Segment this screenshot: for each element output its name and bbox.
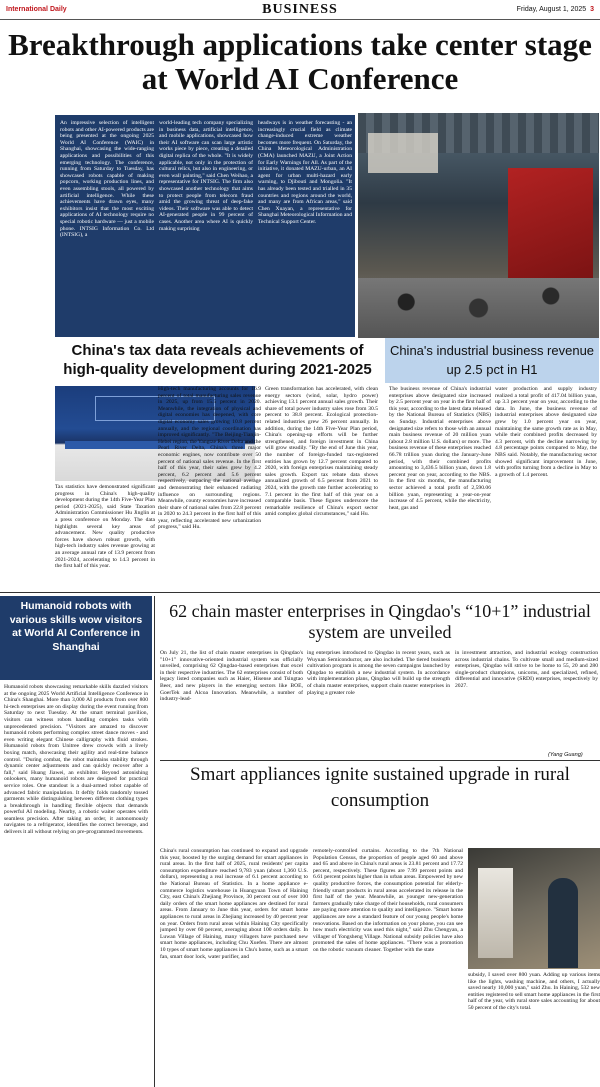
robot-body: Humanoid robots showcasing remarkable skills dazzled visitors at the ongoing 2025 World Artificial Intelligence Conference in China's Shanghai. More than 3,000 AI products from over 800 hi-tech enterprises are on display during the event running from Saturday to next Tuesday. At the smart terminal pavilion, visitors can witness robots handling complex tasks with unprecedented precision. "Visitors are amazed to discover humanoid robots performing complex street dance moves - and even writing elegant Chinese calligraphy with fluid strokes. Humanoid robots from Unitree drew crowds with a lively boxing match, showcasing their agility and real-time balance control. "During combat, the robot maintains stability through dynamic center adjustments and can quickly recover after a fall," said Huang Jiawei, an exhibitor. Beyond astonishing onlookers, many humanoid robots are designed for practical service roles. One standout is a dual-armed robot capable of advanced fabric manipulation. It deftly folds randomly tossed garments while distinguishing between different clothing types a breakthrough in handling flexible objects that demands powerful AI modeling. Nearby, a robotic waiter operates with seamless precision. After taking an order, it autonomously navigates to a refrigerator, identifies the correct beverage, and delivers it all without relying on pre-programmed movements. — [4, 684, 148, 836]
smart-col-2: remotely-controlled curtains. According to the 7th National Population Census, the proportion of people aged 60 and above and 65 and above in China's rural areas is 23.81 percent and 17.72 percent, respectively. These figures are 7.99 percent points and 6.61 percent points higher than in urban areas. Empowered by new quality productive forces, the consumption potential for elderly-friendly smart products in rural areas accelerated its release in the first half of the year. Meanwhile, as younger new-generation farmers gradually take charge of their households, rural consumers are paying more attention to quality and intelligence. "Smart home appliances are now a standard feature of our young people's home renovations. Based on the information on your phone, you can see how much electricity was used this night," said Zhu Chengyan, a villager of Yongsheng Village. National subsidy policies have also promoted the sales of home appliances. "There was a promotion on the robotic vacuum cleaner. Together with the state — [313, 848, 463, 953]
qingdao-col-1: On July 21, the list of chain master enterprises in Qingdao's "10+1" innovative-oriented industrial system was officially unveiled, comprising 62 Qingdao-based enterprises that excel in their respective industries. The 62 enterprises consist of both legacy listed companies such as Haier, Hisense and Tsingtao Beer, and new players in the emerging sectors like BOE, GoerTek and Alcoa Innovation. Meanwhile, a number of industry-lead- — [160, 650, 303, 703]
lead-story-body — [55, 115, 355, 337]
qingdao-headline[interactable]: 62 chain master enterprises in Qingdao's “10+1” industrial system are unveiled — [169, 601, 591, 642]
smart-appliance-photo — [468, 848, 600, 969]
tax-headline[interactable]: China's tax data reveals achievements of high-quality development during 2021-2025 — [63, 342, 372, 378]
lead-col-2: world-leading tech company specializing in business data, artificial intelligence, and mobile applications, showcased how their AI software can scan large artistic works piece by piece, creating a detailed digital replica of the whole. "It is widely applicable, not only in the protection of cultural relics, but also in engineering, or even wall painting," said Chen Weihao, a representative for INTSIG. The firm also showcased another technology that aims to protect people from telecom fraud amid the growing threat of deep-fake videos. Their software was able to detect AI-generated people in 99 percent of cases. Another area where AI is quickly making surprising — [159, 120, 253, 232]
section-title: BUSINESS — [0, 2, 600, 18]
story-divider — [160, 760, 600, 761]
business-headline[interactable]: China's industrial business revenue up 2.5 pct in H1 — [389, 343, 595, 377]
tax-col-3: Green transformation has accelerated, with clean energy sectors (wind, solar, hydro power) achieving 13.1 percent annual sales growth. Their share of total power industry sales rose from 30.5 percent to 38.8 percent. Ecological protection-related industries grew 26 percent annually. In addition, during the 14th Five-Year Plan period, China's opening-up efforts will be further strengthened, and foreign investment in China will grow steadily. "By the end of June this year, the number of foreign-funded tax-registered entities has grown by 12.7 percent compared to 2020, with foreign enterprises maintaining steady sales growth. Export tax rebate data shows annualized growth of 6.5 percent from 2021 to 2024, with the growth rate further accelerating to 7.1 percent in the first half of this year on a comparable basis. These figures underscore the remarkable resilience of China's export sector amid complex global circumstances," said Hu. — [265, 386, 378, 518]
tax-col-2: High-tech manufacturing accounts for 16.9 percent of total manufacturing sales revenue in 2025, up from 15.5 percent in 2020. Meanwhile, the integration of physical and digital economies has deepened, with core digital economy sales growing 10.8 percent annually, and the regional coordination has improved significantly. "The Beijing-Tianjin-Hebei region, the Yangtze River Delta and the Pearl River Delta, China's three major economic engines, now contribute over 50 percent of national sales revenue. In the first half of this year, their sales grew by 4.2 percent, 6.2 percent and 5.6 percent respectively, outpacing the national average and demonstrating their enhanced radiating influence on surrounding regions. Meanwhile, county economies have increased their share of national sales from 22.8 percent in 2020 to 24.3 percent in the first half of this year, reflecting accelerated new urbanization progress," said Hu. — [158, 386, 261, 531]
qingdao-byline: (Yang Guang) — [548, 752, 583, 758]
business-col-1: The business revenue of China's industrial enterprises above designated size increased by 2.5 percent year on year in the first half of this year, according to the latest data released by the National Bureau of Statistics (NBS) on Sunday. Industrial enterprises above designated size refers to those with an annual main business revenue of 20 million yuan (about 2.8 million U.S. dollars) or more. The business revenue of these enterprises reached 66.78 trillion yuan during the January-June period, with their combined profits amounting to 3,436.5 billion yuan, down 1.8 percent year on year, according to the NBS. In the first six months, the manufacturing sector achieved a total profit of 2,590.06 billion yuan, representing a year-on-year increase of 4.5 percent, while the electricity, heat, gas and — [389, 386, 491, 511]
paper-name: International Daily — [6, 6, 67, 13]
column-divider — [154, 596, 155, 1087]
lead-col-1: An impressive selection of intelligent robots and other AI-powered products are being presented at the ongoing 2025 World AI Conference (WAIC) in Shanghai, showcasing the wide-ranging applications and possibilities of this emerging technology. The conference, running from Saturday to Tuesday, has showcased robots capable of making popcorn, working production lines, and even assembling stools, all powered by artificial intelligence. While these achievements have drawn eyes, many exhibitors insist that the most exciting applications of AI technology require no special robotic hardware — just a mobile phone. INTSIG Information Co. Ltd (INTSIG), a — [60, 120, 154, 239]
waic-exhibition-photo — [358, 113, 599, 338]
tax-col-1: Tax statistics have demonstrated significant progress in China's high-quality development during the 14th Five-Year Plan period (2021-2025), said State Taxation Administration Commissioner Hu Jinglin at a press conference on Monday. The data highlights several key areas of advancement. New quality productive forces have shown robust growth, with high-tech industry sales revenue growing at an average annual rate of 13.9 percent from 2021-2024, accelerating to 14.3 percent in the first half of this year. — [55, 484, 155, 570]
smart-headline[interactable]: Smart appliances ignite sustained upgrade in rural consumption — [190, 764, 570, 811]
smart-col-3: subsidy, I saved over 800 yuan. Adding up various items like the lights, washing machine, and others, I actually saved nearly 10,000 yuan," said Zhu. In Haining, 532 new entities registered to sell smart home appliances in the first half of the year, with rural store sales accounting for about 50 percent of the city's total. — [468, 972, 600, 1011]
date-line — [517, 6, 594, 13]
robot-headline[interactable]: Humanoid robots with various skills wow visitors at World AI Conference in Shanghai — [9, 600, 143, 653]
lead-headline[interactable]: Breakthrough applications take center stage at World AI Conference — [8, 27, 592, 96]
qingdao-col-2: ing enterprises introduced to Qingdao in recent years, such as Wuyuan Semiconductor, are also included. The tiered business cultivation program is among the seven campaigns launched by Qingdao to establish a new industrial system. In accordance with implementation plans, Qingdao will build up the strength of chain master enterprises, support chain master enterprises in playing a greater role — [307, 650, 450, 696]
lead-col-3: headways is in weather forecasting - an increasingly crucial field as climate change-induced extreme weather becomes more frequent. On Saturday, the China Meteorological Administration (CMA) launched MAZU, a Joint Action for Early Warnings for All. As part of the initiative, it donated MAZU-urban, an AI agent for urban multi-hazard early warning, to Djibouti and Mongolia. "It has already been tested and trialled in 35 countries and regions around the world, and many are from African areas," said Chen Xuayan, a representative for Shanghai Meteorological Information and Technical Support Center. — [258, 120, 352, 225]
business-col-2: water production and supply industry realized a total profit of 417.04 billion yuan, up 3.3 percent year on year, according to the data. In June, the business revenue of industrial enterprises above designated size grew by 1.0 percent year on year, maintaining the same growth rate as in May, while their combined profits decreased by 4.3 percent, with the decline narrowing by 4.8 percentage points compared to May, the NBS said. Notably, the manufacturing sector showed significant improvement in June, with profits turning from a decline in May to a growth of 1.4 percent. — [495, 386, 597, 478]
masthead — [0, 0, 600, 20]
date: Friday, August 1, 2025 — [516, 6, 587, 13]
smart-col-1: China's rural consumption has continued to expand and upgrade this year, boosted by the surging demand for smart appliances in rural areas. In the first half of 2025, rural residents' per capita consumption expenditure reached 9,783 yuan (about 1,360 U.S. dollars), representing a real increase of 6.1 percent according to the National Bureau of Statistics. In a home appliance e-commerce logistics warehouse in Huangyuan Town of Haining City, east China's Zhejiang Province, 30 percent out of over 100 daily orders of the smart home appliances are destined for rural areas. From January to June this year, orders for smart home appliances to rural areas in Zhejiang increased by 40 percent year on year. Orders from rural areas within Haining City specifically jumped by over 60 percent, averaging about 100 orders daily. In Luwan Village of Haining, many villagers have purchased new smart home appliances, including Chu Xuefen. There are almost 10 types of smart home appliances in Chu's home, such as a smart fan, smart door lock, water purifier, and — [160, 848, 308, 960]
page-number: 3 — [590, 6, 594, 13]
qingdao-col-3: in investment attraction, and industrial ecology construction across industrial chains. To cultivate small and medium-sized enterprises, Qingdao will strive to be home to 55, 20 and 280 single-product champions, unicorns, and specialized, refined, differential and innovative (SRDI) enterprises, respectively by 2027. — [455, 650, 598, 689]
section-divider — [0, 592, 600, 593]
